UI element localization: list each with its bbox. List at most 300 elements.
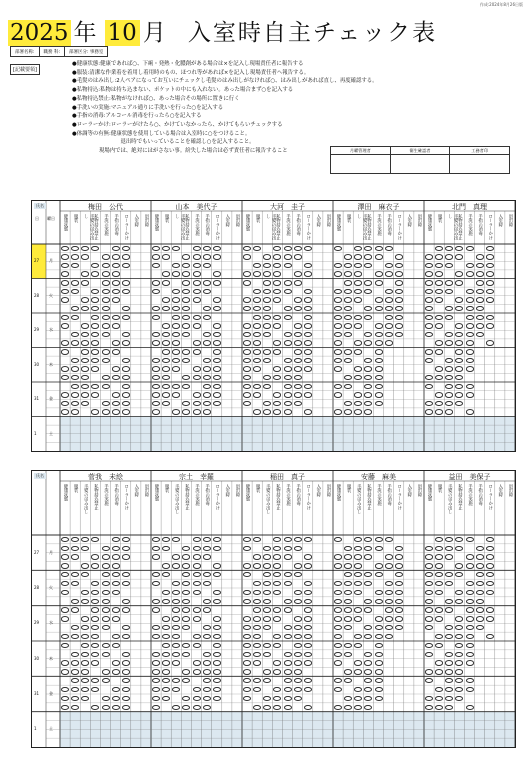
check-mark[interactable] [375, 254, 383, 259]
check-mark[interactable] [425, 616, 433, 621]
check-mark[interactable] [243, 384, 251, 389]
check-mark[interactable] [122, 554, 130, 559]
check-mark[interactable] [213, 323, 221, 328]
check-mark[interactable] [304, 297, 312, 302]
check-mark[interactable] [71, 660, 79, 665]
check-mark[interactable] [304, 563, 312, 568]
check-mark[interactable] [243, 340, 251, 345]
check-mark[interactable] [334, 563, 342, 568]
check-mark[interactable] [213, 297, 221, 302]
check-mark[interactable] [122, 340, 130, 345]
check-mark[interactable] [304, 652, 312, 657]
check-mark[interactable] [71, 340, 79, 345]
check-mark[interactable] [466, 340, 474, 345]
check-mark[interactable] [354, 705, 362, 710]
check-mark[interactable] [375, 340, 383, 345]
check-mark[interactable] [172, 392, 180, 397]
check-mark[interactable] [122, 366, 130, 371]
check-mark[interactable] [162, 384, 170, 389]
check-mark[interactable] [364, 669, 372, 674]
check-mark[interactable] [112, 634, 120, 639]
check-mark[interactable] [102, 563, 110, 568]
check-mark[interactable] [81, 366, 89, 371]
check-mark[interactable] [213, 332, 221, 337]
check-mark[interactable] [193, 696, 201, 701]
check-mark[interactable] [486, 246, 494, 251]
check-mark[interactable] [112, 643, 120, 648]
check-mark[interactable] [203, 696, 211, 701]
check-mark[interactable] [354, 554, 362, 559]
check-mark[interactable] [152, 546, 160, 551]
check-mark[interactable] [203, 401, 211, 406]
check-mark[interactable] [445, 546, 453, 551]
check-mark[interactable] [435, 246, 443, 251]
check-mark[interactable] [61, 271, 69, 276]
check-mark[interactable] [263, 563, 271, 568]
check-mark[interactable] [334, 590, 342, 595]
check-mark[interactable] [476, 315, 484, 320]
check-mark[interactable] [203, 687, 211, 692]
check-mark[interactable] [284, 546, 292, 551]
check-mark[interactable] [344, 652, 352, 657]
check-mark[interactable] [425, 254, 433, 259]
check-mark[interactable] [395, 607, 403, 612]
check-mark[interactable] [476, 581, 484, 586]
check-mark[interactable] [395, 616, 403, 621]
check-mark[interactable] [425, 297, 433, 302]
check-mark[interactable] [193, 323, 201, 328]
check-mark[interactable] [213, 563, 221, 568]
check-mark[interactable] [455, 349, 463, 354]
check-mark[interactable] [375, 384, 383, 389]
check-mark[interactable] [193, 246, 201, 251]
check-mark[interactable] [243, 392, 251, 397]
check-mark[interactable] [455, 297, 463, 302]
check-mark[interactable] [193, 643, 201, 648]
check-mark[interactable] [375, 616, 383, 621]
check-mark[interactable] [476, 563, 484, 568]
check-mark[interactable] [152, 696, 160, 701]
check-mark[interactable] [294, 366, 302, 371]
check-mark[interactable] [112, 409, 120, 414]
check-mark[interactable] [243, 246, 251, 251]
check-mark[interactable] [284, 366, 292, 371]
check-mark[interactable] [466, 366, 474, 371]
check-mark[interactable] [182, 280, 190, 285]
check-mark[interactable] [304, 332, 312, 337]
check-mark[interactable] [284, 599, 292, 604]
check-mark[interactable] [395, 289, 403, 294]
check-mark[interactable] [435, 254, 443, 259]
check-mark[interactable] [486, 289, 494, 294]
check-mark[interactable] [122, 392, 130, 397]
check-mark[interactable] [102, 409, 110, 414]
check-mark[interactable] [182, 323, 190, 328]
check-mark[interactable] [102, 643, 110, 648]
check-mark[interactable] [213, 254, 221, 259]
check-mark[interactable] [395, 332, 403, 337]
check-mark[interactable] [71, 366, 79, 371]
check-mark[interactable] [112, 297, 120, 302]
check-mark[interactable] [152, 340, 160, 345]
check-mark[interactable] [253, 599, 261, 604]
check-mark[interactable] [304, 289, 312, 294]
check-mark[interactable] [182, 254, 190, 259]
check-mark[interactable] [466, 563, 474, 568]
check-mark[interactable] [385, 554, 393, 559]
check-mark[interactable] [334, 297, 342, 302]
check-mark[interactable] [182, 349, 190, 354]
check-mark[interactable] [182, 297, 190, 302]
check-mark[interactable] [162, 366, 170, 371]
check-mark[interactable] [284, 263, 292, 268]
check-mark[interactable] [294, 599, 302, 604]
check-mark[interactable] [243, 280, 251, 285]
check-mark[interactable] [304, 358, 312, 363]
check-mark[interactable] [284, 696, 292, 701]
check-mark[interactable] [243, 660, 251, 665]
check-mark[interactable] [334, 660, 342, 665]
check-mark[interactable] [61, 323, 69, 328]
check-mark[interactable] [466, 607, 474, 612]
check-mark[interactable] [162, 349, 170, 354]
check-mark[interactable] [112, 669, 120, 674]
check-mark[interactable] [294, 401, 302, 406]
check-mark[interactable] [71, 315, 79, 320]
check-mark[interactable] [91, 392, 99, 397]
check-mark[interactable] [203, 705, 211, 710]
check-mark[interactable] [253, 271, 261, 276]
check-mark[interactable] [344, 554, 352, 559]
check-mark[interactable] [61, 392, 69, 397]
check-mark[interactable] [385, 263, 393, 268]
check-mark[interactable] [243, 696, 251, 701]
check-mark[interactable] [152, 705, 160, 710]
check-mark[interactable] [334, 323, 342, 328]
check-mark[interactable] [91, 349, 99, 354]
check-mark[interactable] [334, 271, 342, 276]
check-mark[interactable] [152, 669, 160, 674]
check-mark[interactable] [112, 590, 120, 595]
check-mark[interactable] [213, 590, 221, 595]
check-mark[interactable] [435, 271, 443, 276]
check-mark[interactable] [253, 366, 261, 371]
check-mark[interactable] [61, 607, 69, 612]
check-mark[interactable] [81, 297, 89, 302]
check-mark[interactable] [466, 358, 474, 363]
check-mark[interactable] [294, 332, 302, 337]
check-mark[interactable] [102, 323, 110, 328]
check-mark[interactable] [435, 340, 443, 345]
check-mark[interactable] [71, 546, 79, 551]
check-mark[interactable] [344, 669, 352, 674]
check-mark[interactable] [395, 323, 403, 328]
check-mark[interactable] [61, 409, 69, 414]
check-mark[interactable] [294, 323, 302, 328]
check-mark[interactable] [203, 607, 211, 612]
check-mark[interactable] [455, 392, 463, 397]
check-mark[interactable] [334, 358, 342, 363]
check-mark[interactable] [476, 590, 484, 595]
check-mark[interactable] [253, 323, 261, 328]
check-mark[interactable] [152, 289, 160, 294]
check-mark[interactable] [112, 246, 120, 251]
check-mark[interactable] [294, 563, 302, 568]
check-mark[interactable] [193, 581, 201, 586]
check-mark[interactable] [435, 616, 443, 621]
check-mark[interactable] [81, 546, 89, 551]
check-mark[interactable] [395, 254, 403, 259]
check-mark[interactable] [102, 401, 110, 406]
check-mark[interactable] [152, 599, 160, 604]
check-mark[interactable] [375, 246, 383, 251]
check-mark[interactable] [334, 616, 342, 621]
check-mark[interactable] [354, 254, 362, 259]
check-mark[interactable] [253, 409, 261, 414]
check-mark[interactable] [294, 696, 302, 701]
check-mark[interactable] [385, 616, 393, 621]
check-mark[interactable] [71, 392, 79, 397]
check-mark[interactable] [152, 254, 160, 259]
check-mark[interactable] [102, 254, 110, 259]
check-mark[interactable] [172, 660, 180, 665]
check-mark[interactable] [81, 660, 89, 665]
check-mark[interactable] [81, 599, 89, 604]
check-mark[interactable] [61, 546, 69, 551]
check-mark[interactable] [385, 315, 393, 320]
check-mark[interactable] [486, 280, 494, 285]
check-mark[interactable] [61, 563, 69, 568]
check-mark[interactable] [486, 581, 494, 586]
check-mark[interactable] [445, 669, 453, 674]
check-mark[interactable] [425, 607, 433, 612]
check-mark[interactable] [334, 315, 342, 320]
check-mark[interactable] [213, 349, 221, 354]
check-mark[interactable] [253, 652, 261, 657]
check-mark[interactable] [122, 669, 130, 674]
check-mark[interactable] [354, 563, 362, 568]
check-mark[interactable] [284, 392, 292, 397]
check-mark[interactable] [304, 263, 312, 268]
check-mark[interactable] [81, 563, 89, 568]
check-mark[interactable] [263, 616, 271, 621]
check-mark[interactable] [385, 297, 393, 302]
check-mark[interactable] [213, 546, 221, 551]
check-mark[interactable] [243, 546, 251, 551]
signoff-cell[interactable] [450, 147, 509, 173]
check-mark[interactable] [112, 392, 120, 397]
check-mark[interactable] [253, 340, 261, 345]
check-mark[interactable] [375, 634, 383, 639]
check-mark[interactable] [395, 599, 403, 604]
check-mark[interactable] [213, 652, 221, 657]
check-mark[interactable] [334, 392, 342, 397]
check-mark[interactable] [71, 554, 79, 559]
check-mark[interactable] [61, 590, 69, 595]
check-mark[interactable] [455, 563, 463, 568]
check-mark[interactable] [455, 366, 463, 371]
check-mark[interactable] [385, 537, 393, 542]
check-mark[interactable] [81, 392, 89, 397]
check-mark[interactable] [375, 599, 383, 604]
check-mark[interactable] [122, 705, 130, 710]
check-mark[interactable] [162, 392, 170, 397]
check-mark[interactable] [466, 297, 474, 302]
check-mark[interactable] [486, 634, 494, 639]
check-mark[interactable] [71, 280, 79, 285]
check-mark[interactable] [253, 392, 261, 397]
check-mark[interactable] [203, 599, 211, 604]
check-mark[interactable] [152, 366, 160, 371]
check-mark[interactable] [263, 669, 271, 674]
check-mark[interactable] [193, 263, 201, 268]
check-mark[interactable] [193, 607, 201, 612]
check-mark[interactable] [122, 599, 130, 604]
check-mark[interactable] [354, 616, 362, 621]
check-mark[interactable] [253, 246, 261, 251]
check-mark[interactable] [476, 546, 484, 551]
check-mark[interactable] [304, 271, 312, 276]
check-mark[interactable] [112, 554, 120, 559]
check-mark[interactable] [466, 687, 474, 692]
check-mark[interactable] [193, 409, 201, 414]
check-mark[interactable] [112, 687, 120, 692]
check-mark[interactable] [203, 554, 211, 559]
check-mark[interactable] [476, 616, 484, 621]
check-mark[interactable] [354, 323, 362, 328]
check-mark[interactable] [102, 349, 110, 354]
check-mark[interactable] [162, 280, 170, 285]
check-mark[interactable] [213, 634, 221, 639]
check-mark[interactable] [213, 366, 221, 371]
check-mark[interactable] [375, 669, 383, 674]
check-mark[interactable] [354, 669, 362, 674]
check-mark[interactable] [435, 607, 443, 612]
check-mark[interactable] [435, 280, 443, 285]
check-mark[interactable] [273, 349, 281, 354]
check-mark[interactable] [425, 705, 433, 710]
check-mark[interactable] [122, 409, 130, 414]
check-mark[interactable] [284, 401, 292, 406]
check-mark[interactable] [112, 660, 120, 665]
check-mark[interactable] [304, 349, 312, 354]
check-mark[interactable] [162, 652, 170, 657]
check-mark[interactable] [476, 271, 484, 276]
check-mark[interactable] [354, 366, 362, 371]
check-mark[interactable] [172, 366, 180, 371]
check-mark[interactable] [354, 349, 362, 354]
check-mark[interactable] [112, 254, 120, 259]
check-mark[interactable] [172, 599, 180, 604]
check-mark[interactable] [455, 254, 463, 259]
check-mark[interactable] [182, 669, 190, 674]
check-mark[interactable] [122, 280, 130, 285]
check-mark[interactable] [61, 315, 69, 320]
check-mark[interactable] [344, 546, 352, 551]
check-mark[interactable] [193, 375, 201, 380]
check-mark[interactable] [294, 254, 302, 259]
check-mark[interactable] [435, 323, 443, 328]
check-mark[interactable] [71, 599, 79, 604]
check-mark[interactable] [476, 323, 484, 328]
check-mark[interactable] [486, 315, 494, 320]
check-mark[interactable] [102, 263, 110, 268]
check-mark[interactable] [334, 643, 342, 648]
check-mark[interactable] [466, 705, 474, 710]
check-mark[interactable] [112, 366, 120, 371]
check-mark[interactable] [243, 323, 251, 328]
check-mark[interactable] [466, 590, 474, 595]
check-mark[interactable] [294, 660, 302, 665]
check-mark[interactable] [193, 537, 201, 542]
check-mark[interactable] [294, 297, 302, 302]
check-mark[interactable] [273, 323, 281, 328]
check-mark[interactable] [294, 652, 302, 657]
check-mark[interactable] [193, 616, 201, 621]
check-mark[interactable] [162, 599, 170, 604]
check-mark[interactable] [102, 375, 110, 380]
check-mark[interactable] [425, 554, 433, 559]
check-mark[interactable] [375, 401, 383, 406]
check-mark[interactable] [172, 607, 180, 612]
check-mark[interactable] [486, 563, 494, 568]
check-mark[interactable] [162, 660, 170, 665]
check-mark[interactable] [445, 392, 453, 397]
check-mark[interactable] [294, 634, 302, 639]
check-mark[interactable] [203, 634, 211, 639]
check-mark[interactable] [112, 546, 120, 551]
check-mark[interactable] [193, 297, 201, 302]
check-mark[interactable] [375, 590, 383, 595]
check-mark[interactable] [203, 660, 211, 665]
check-mark[interactable] [284, 660, 292, 665]
check-mark[interactable] [435, 660, 443, 665]
check-mark[interactable] [425, 315, 433, 320]
check-mark[interactable] [294, 687, 302, 692]
check-mark[interactable] [213, 696, 221, 701]
check-mark[interactable] [435, 349, 443, 354]
check-mark[interactable] [294, 616, 302, 621]
check-mark[interactable] [203, 315, 211, 320]
check-mark[interactable] [466, 271, 474, 276]
check-mark[interactable] [193, 271, 201, 276]
check-mark[interactable] [476, 297, 484, 302]
check-mark[interactable] [385, 634, 393, 639]
check-mark[interactable] [385, 340, 393, 345]
check-mark[interactable] [162, 246, 170, 251]
check-mark[interactable] [263, 599, 271, 604]
check-mark[interactable] [71, 409, 79, 414]
check-mark[interactable] [304, 705, 312, 710]
check-mark[interactable] [466, 263, 474, 268]
check-mark[interactable] [112, 581, 120, 586]
check-mark[interactable] [122, 652, 130, 657]
check-mark[interactable] [253, 349, 261, 354]
check-mark[interactable] [102, 271, 110, 276]
check-mark[interactable] [152, 358, 160, 363]
check-mark[interactable] [375, 349, 383, 354]
check-mark[interactable] [253, 607, 261, 612]
check-mark[interactable] [213, 643, 221, 648]
check-mark[interactable] [61, 669, 69, 674]
check-mark[interactable] [203, 581, 211, 586]
check-mark[interactable] [81, 669, 89, 674]
check-mark[interactable] [294, 271, 302, 276]
check-mark[interactable] [284, 340, 292, 345]
check-mark[interactable] [344, 616, 352, 621]
check-mark[interactable] [375, 323, 383, 328]
check-mark[interactable] [213, 246, 221, 251]
